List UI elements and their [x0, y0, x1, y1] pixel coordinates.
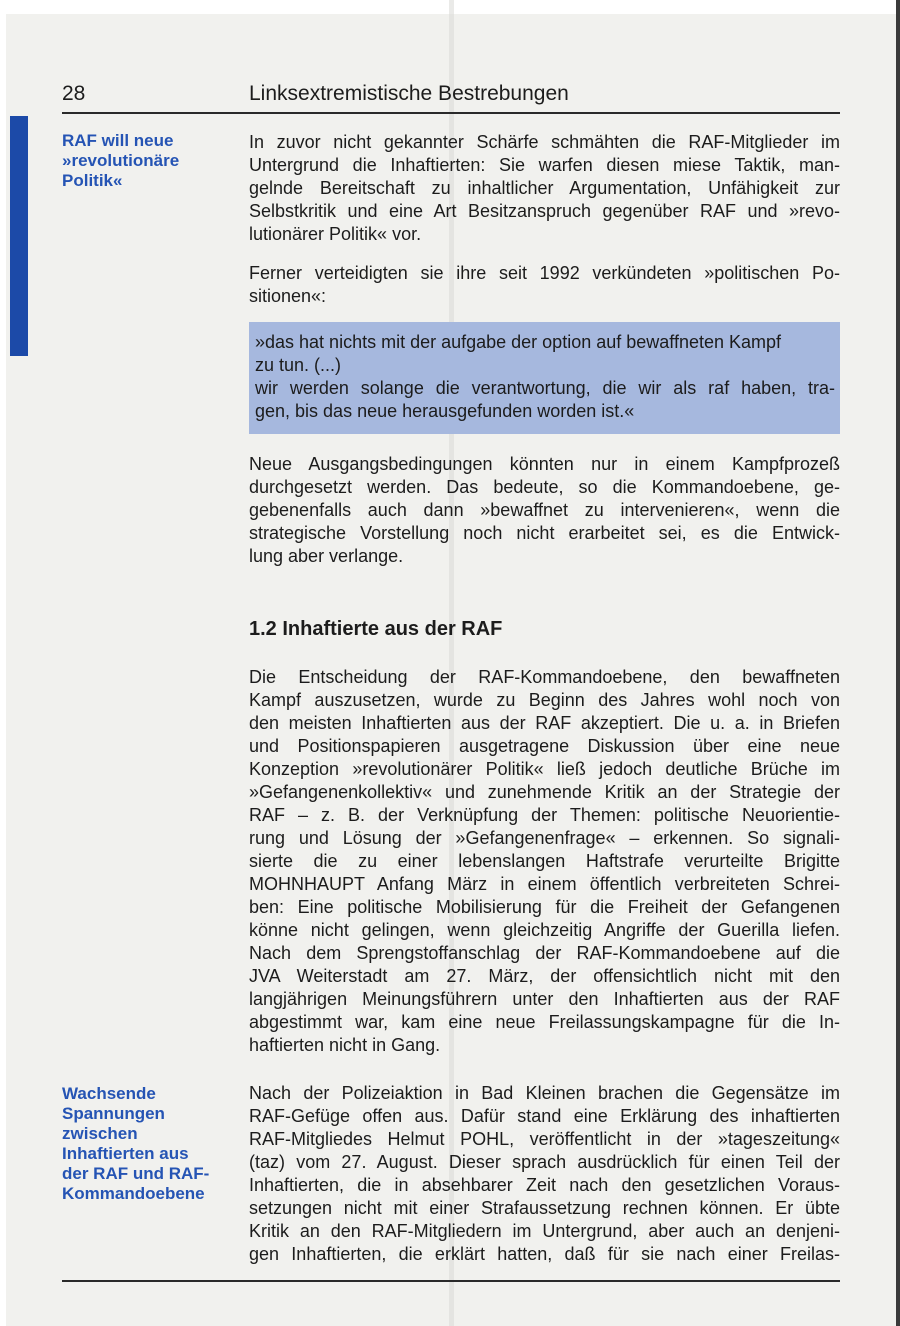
- text-line: lung aber verlange.: [249, 546, 404, 566]
- text-line: sierte die zu einer lebenslangen Haftstrafe verurteilte Brigitte: [249, 851, 840, 871]
- text-line: Die Entscheidung der RAF-Kommandoebene, den bewaffneten: [249, 667, 840, 687]
- text-line: Inhaftierten, die in absehbarer Zeit nach den gesetzlichen Voraus-: [249, 1175, 840, 1195]
- margin-note-raf-politik: [62, 131, 227, 191]
- text-line: rung und Lösung der »Gefangenenfrage« – erkennen. So signali-: [249, 828, 840, 848]
- margin-note-line: »revolutionäre: [62, 151, 180, 170]
- text-line: Nach der Polizeiaktion in Bad Kleinen brachen die Gegensätze im: [249, 1083, 840, 1103]
- text-line: Kritik an den RAF-Mitgliedern im Untergrund, aber auch an denjeni-: [249, 1221, 840, 1241]
- text-line: gelnde Bereitschaft zu inhaltlicher Argumentation, Unfähigkeit zur: [249, 178, 840, 198]
- page-edge-right: [896, 0, 900, 1326]
- text-line: sitionen«:: [249, 286, 327, 306]
- margin-note-line: Inhaftierten aus: [62, 1144, 189, 1163]
- text-line: lutionärer Politik« vor.: [249, 224, 422, 244]
- text-line: In zuvor nicht gekannter Schärfe schmähten die RAF-Mitglieder im: [249, 132, 840, 152]
- text-line: Nach dem Sprengstoffanschlag der RAF-Kommandoebene auf die: [249, 943, 840, 963]
- text-line: gen Inhaftierten, die erklärt hatten, daß für sie nach einer Freilas-: [249, 1244, 840, 1264]
- text-line: JVA Weiterstadt am 27. März, der offensichtlich nicht mit den: [249, 966, 840, 986]
- text-line: strategische Vorstellung noch nicht erarbeitet sei, es die Entwick-: [249, 523, 840, 543]
- text-line: (taz) vom 27. August. Dieser sprach ausdrücklich für einen Teil der: [249, 1152, 840, 1172]
- chapter-tab-marker: [10, 116, 28, 356]
- text-line: Untergrund die Inhaftierten: Sie warfen diesen miese Taktik, man-: [249, 155, 840, 175]
- text-line: haftierten nicht in Gang.: [249, 1035, 441, 1055]
- margin-note-line: zwischen: [62, 1124, 138, 1143]
- text-line: abgestimmt war, kam eine neue Freilassungskampagne für die In-: [249, 1012, 840, 1032]
- page-edge-left: [0, 0, 6, 1326]
- text-line: Ferner verteidigten sie ihre seit 1992 verkündeten »politischen Po-: [249, 263, 840, 283]
- header-rule: [62, 112, 840, 114]
- quote-line: wir werden solange die verantwortung, die wir als raf haben, tra-: [255, 378, 835, 398]
- text-line: RAF – z. B. der Verknüpfung der Themen: politische Neuorientie-: [249, 805, 840, 825]
- text-line: durchgesetzt werden. Das bedeute, so die Kommandoebene, ge-: [249, 477, 840, 497]
- text-line: RAF-Mitgliedes Helmut POHL, veröffentlicht in der »tageszeitung«: [249, 1129, 840, 1149]
- text-line: gebenenfalls auch dann »bewaffnet zu intervenieren«, wenn die: [249, 500, 840, 520]
- section-heading: 1.2 Inhaftierte aus der RAF: [249, 618, 503, 640]
- text-line: langjährigen Meinungsführern unter den Inhaftierten aus der RAF: [249, 989, 840, 1009]
- margin-note-line: Politik«: [62, 171, 123, 190]
- text-line: den meisten Inhaftierten aus der RAF akzeptiert. Die u. a. in Briefen: [249, 713, 840, 733]
- text-line: RAF-Gefüge offen aus. Dafür stand eine Erklärung des inhaftierten: [249, 1106, 840, 1126]
- text-line: setzungen nicht mit einer Strafaussetzung rechnen können. Er übte: [249, 1198, 840, 1218]
- running-title: Linksextremistische Bestrebungen: [249, 82, 569, 105]
- text-line: Neue Ausgangsbedingungen könnten nur in einem Kampfprozeß: [249, 454, 840, 474]
- margin-note-line: Wachsende: [62, 1084, 156, 1103]
- text-line: und Positionspapieren ausgetragene Diskussion über eine neue: [249, 736, 840, 756]
- text-line: »Gefangenenkollektiv« und zunehmende Kritik an der Strategie der: [249, 782, 840, 802]
- margin-note-line: RAF will neue: [62, 131, 174, 150]
- margin-note-spannungen: [62, 1084, 227, 1204]
- text-line: Kampf auszusetzen, wurde zu Beginn des Jahres wohl noch von: [249, 690, 840, 710]
- margin-note-line: Spannungen: [62, 1104, 165, 1123]
- text-line: könne nicht gelingen, wenn gleichzeitig Angriffe der Guerilla liefen.: [249, 920, 840, 940]
- margin-note-line: Kommandoebene: [62, 1184, 205, 1203]
- page-number: 28: [62, 82, 86, 105]
- text-line: Selbstkritik und eine Art Besitzanspruch gegenüber RAF und »revo-: [249, 201, 840, 221]
- footer-rule: [62, 1280, 840, 1282]
- text-line: MOHNHAUPT Anfang März in einem öffentlich verbreiteten Schrei-: [249, 874, 840, 894]
- margin-note-line: der RAF und RAF-: [62, 1164, 210, 1183]
- paragraph-1: [249, 131, 840, 246]
- quote-line: »das hat nichts mit der aufgabe der option auf bewaffneten Kampf: [255, 332, 782, 352]
- paragraph-4: [249, 666, 840, 1057]
- quote-box: [249, 322, 840, 434]
- paragraph-3: [249, 453, 840, 568]
- text-line: Konzeption »revolutionärer Politik« ließ jedoch deutliche Brüche im: [249, 759, 840, 779]
- paragraph-5: [249, 1082, 840, 1266]
- quote-line: gen, bis das neue herausgefunden worden ist.«: [255, 401, 635, 421]
- quote-line: zu tun. (...): [255, 355, 342, 375]
- text-line: ben: Eine politische Mobilisierung für die Freiheit der Gefangenen: [249, 897, 840, 917]
- paragraph-2: [249, 262, 840, 308]
